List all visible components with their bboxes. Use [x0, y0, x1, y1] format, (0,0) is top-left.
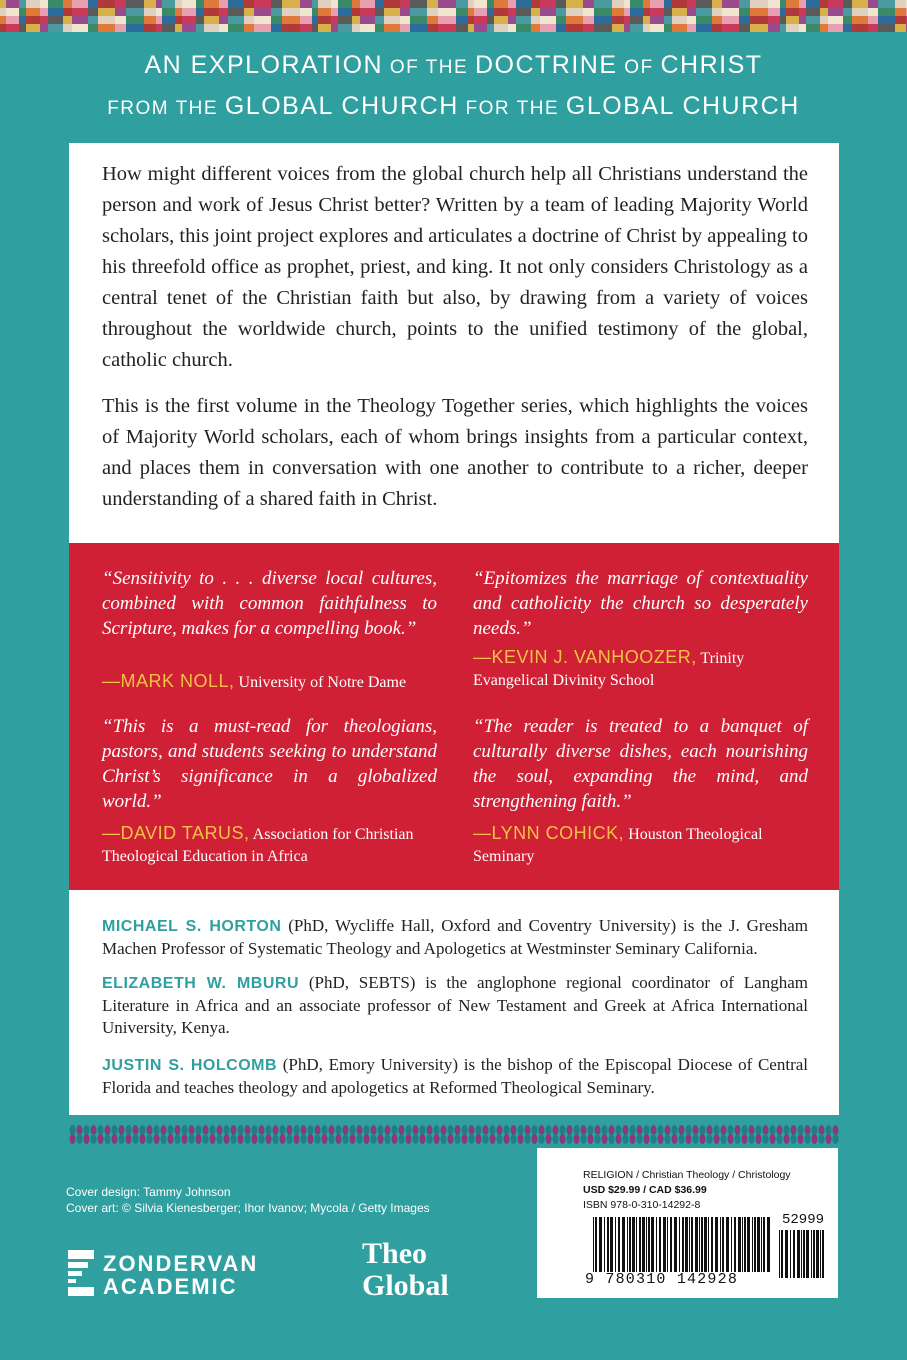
- headline-segment: GLOBAL CHURCH: [224, 92, 459, 120]
- endorsement-attribution: [473, 822, 808, 868]
- author-bio: [102, 915, 808, 960]
- description-paragraph-1: How might different voices from the global church help all Christians understand the person and work of Jesus Christ better? Written by a team of leading Majority World scholars, this joint project explores and articulates a doctrine of Christ by appealing to his threefold office as prophet, priest, and king. It not only considers Christology as a central tenet of the Christian faith but also, by drawing from a variety of voices throughout the worldwide church, points to the unified testimony of the global, catholic church.: [102, 163, 808, 371]
- woven-pattern-stripe: [0, 0, 907, 32]
- endorsement-attribution: [102, 822, 442, 868]
- headline-line-1: [0, 46, 907, 87]
- cover-art-credit: Cover art: © Silvia Kienesberger; Ihor Ivanov; Mycola / Getty Images: [66, 1201, 430, 1215]
- author-bio: [102, 1054, 808, 1099]
- endorsements-panel: [69, 543, 839, 890]
- endorser-name: —DAVID TARUS,: [102, 823, 250, 843]
- headline: [0, 46, 907, 128]
- isbn-barcode: [593, 1217, 773, 1272]
- headline-segment: OF: [617, 57, 661, 78]
- theo-global-logo: [362, 1238, 449, 1302]
- headline-line-2: [0, 87, 907, 128]
- headline-segment: FOR THE: [458, 98, 566, 119]
- cover-credits: [66, 1184, 430, 1216]
- author-name: JUSTIN S. HOLCOMB: [102, 1057, 278, 1074]
- endorser-name: —LYNN COHICK,: [473, 823, 625, 843]
- isbn-label: ISBN 978-0-310-14292-8: [583, 1199, 701, 1211]
- price-line: USD $29.99 / CAD $36.99: [583, 1184, 707, 1196]
- headline-segment: AN EXPLORATION: [144, 51, 384, 79]
- endorsement-attribution: [473, 646, 808, 692]
- cover-design-credit: Cover design: Tammy Johnson: [66, 1185, 231, 1199]
- endorsement-quote: “The reader is treated to a banquet of culturally diverse dishes, each nourishing the soul, expanding the mind, and strengthening faith.”: [473, 716, 808, 812]
- endorsement-quote: “Sensitivity to . . . diverse local cultures, combined with common faithfulness to Scripture, makes for a compelling book.”: [102, 568, 437, 639]
- headline-segment: GLOBAL CHURCH: [565, 92, 800, 120]
- author-bio-text: (PhD, Wycliffe Hall, Oxford and Coventry University) is the J. Gresham Machen Professor of Systematic Theology and Apologetics at Westminster Seminary California.: [102, 916, 808, 958]
- endorser-affiliation: Houston Theological Seminary: [473, 826, 763, 865]
- headline-segment: OF THE: [383, 57, 475, 78]
- barcode-box: [537, 1148, 838, 1298]
- imprint-line-2: Global: [362, 1269, 449, 1302]
- author-name: MICHAEL S. HORTON: [102, 918, 282, 935]
- barcode-digits: 9 780310 142928: [585, 1271, 739, 1288]
- author-bio: [102, 972, 808, 1039]
- description-panel: [69, 143, 839, 543]
- price-code: 52999: [782, 1212, 825, 1228]
- author-name: ELIZABETH W. MBURU: [102, 975, 300, 992]
- endorser-affiliation: University of Notre Dame: [238, 674, 407, 691]
- publisher-name-line-1: ZONDERVAN: [103, 1251, 259, 1276]
- endorsement-attribution: [102, 670, 442, 694]
- author-bio-text: (PhD, SEBTS) is the anglophone regional coordinator of Langham Literature in Africa and an associate professor of New Testament and Greek at Africa International University, Kenya.: [102, 973, 808, 1037]
- zondervan-logo-icon: [68, 1250, 94, 1296]
- description-paragraph-2: This is the first volume in the Theology Together series, which highlights the voices of Majority World scholars, each of whom brings insights from a particular context, and places them in conversation with one another to contribute to a richer, deeper understanding of a shared faith in Christ.: [102, 395, 808, 510]
- publisher-name-line-2: ACADEMIC: [103, 1274, 238, 1299]
- headline-segment: CHRIST: [660, 51, 763, 79]
- author-bios-panel: [69, 890, 839, 1115]
- endorser-affiliation: Trinity Evangelical Divinity School: [473, 650, 745, 689]
- endorsement-quote: “This is a must-read for theologians, pastors, and students seeking to understand Christ’s significance in a globalized world.”: [102, 716, 437, 812]
- price-barcode: [779, 1230, 825, 1278]
- braid-ornament: [69, 1122, 839, 1146]
- bisac-category: RELIGION / Christian Theology / Christology: [583, 1169, 791, 1181]
- publisher-name: [103, 1252, 258, 1298]
- endorser-name: —MARK NOLL,: [102, 671, 235, 691]
- headline-segment: DOCTRINE: [474, 51, 618, 79]
- endorser-affiliation: Association for Christian Theological Education in Africa: [102, 826, 414, 865]
- endorsement-quote: “Epitomizes the marriage of contextuality and catholicity the church so desperately needs.”: [473, 568, 808, 639]
- headline-segment: FROM THE: [107, 98, 225, 119]
- imprint-line-1: Theo: [362, 1237, 428, 1270]
- author-bio-text: (PhD, Emory University) is the bishop of the Episcopal Diocese of Central Florida and teaches theology and apologetics at Reformed Theological Seminary.: [102, 1055, 808, 1097]
- endorser-name: —KEVIN J. VANHOOZER,: [473, 647, 697, 667]
